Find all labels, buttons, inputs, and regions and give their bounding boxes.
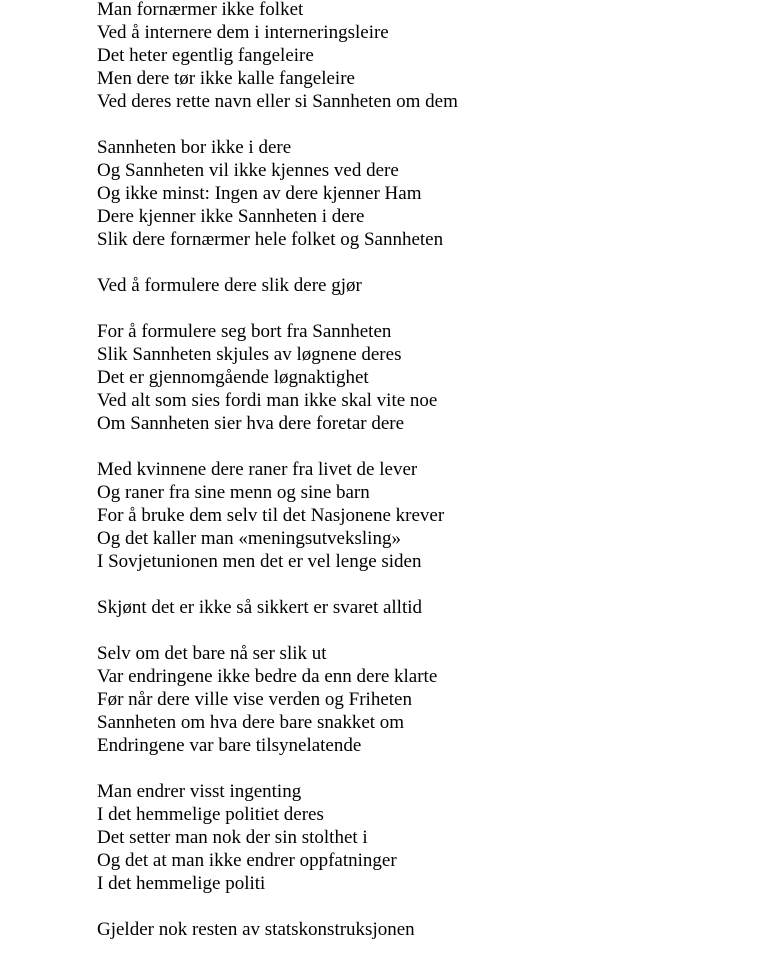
- stanza: [97, 320, 737, 435]
- poem-line: Og ikke minst: Ingen av dere kjenner Ham: [97, 183, 422, 204]
- poem-line: Endringene var bare tilsynelatende: [97, 735, 362, 756]
- poem-line: Og det at man ikke endrer oppfatninger: [97, 850, 397, 871]
- poem-line: Og det kaller man «meningsutveksling»: [97, 528, 401, 549]
- poem-line: Ved deres rette navn eller si Sannheten om dem: [97, 91, 458, 112]
- stanza: [97, 918, 737, 941]
- poem-line: Før når dere ville vise verden og Friheten: [97, 689, 412, 710]
- poem-line: Slik Sannheten skjules av løgnene deres: [97, 344, 402, 365]
- poem-line: Ved alt som sies fordi man ikke skal vite noe: [97, 390, 438, 411]
- poem-line: Sannheten om hva dere bare snakket om: [97, 712, 405, 733]
- stanza: [97, 274, 737, 297]
- poem-line: Om Sannheten sier hva dere foretar dere: [97, 413, 405, 434]
- poem-line: Selv om det bare nå ser slik ut: [97, 643, 327, 664]
- poem-line: Man fornærmer ikke folket: [97, 0, 304, 20]
- poem-line: I Sovjetunionen men det er vel lenge siden: [97, 551, 422, 572]
- poem-line: Gjelder nok resten av statskonstruksjonen: [97, 919, 415, 940]
- poem-line: Ved å internere dem i interneringsleire: [97, 22, 389, 43]
- stanza: [97, 0, 737, 113]
- poem-line: Dere kjenner ikke Sannheten i dere: [97, 206, 365, 227]
- poem-line: I det hemmelige politi: [97, 873, 266, 894]
- poem-line: Var endringene ikke bedre da enn dere klarte: [97, 666, 438, 687]
- poem-text: [97, 0, 737, 964]
- stanza: [97, 642, 737, 757]
- poem-line: Det heter egentlig fangeleire: [97, 45, 314, 66]
- poem-line: Men dere tør ikke kalle fangeleire: [97, 68, 355, 89]
- poem-line: Det setter man nok der sin stolthet i: [97, 827, 368, 848]
- poem-line: Det er gjennomgående løgnaktighet: [97, 367, 369, 388]
- poem-line: For å bruke dem selv til det Nasjonene krever: [97, 505, 445, 526]
- poem-line: Slik dere fornærmer hele folket og Sannheten: [97, 229, 444, 250]
- stanza: [97, 458, 737, 573]
- poem-line: Ved å formulere dere slik dere gjør: [97, 275, 362, 296]
- poem-line: For å formulere seg bort fra Sannheten: [97, 321, 392, 342]
- poem-line: Med kvinnene dere raner fra livet de lever: [97, 459, 418, 480]
- stanza: [97, 596, 737, 619]
- poem-line: Og Sannheten vil ikke kjennes ved dere: [97, 160, 399, 181]
- poem-line: Sannheten bor ikke i dere: [97, 137, 292, 158]
- poem-line: I det hemmelige politiet deres: [97, 804, 324, 825]
- poem-line: Og raner fra sine menn og sine barn: [97, 482, 370, 503]
- stanza: [97, 136, 737, 251]
- poem-line: Man endrer visst ingenting: [97, 781, 302, 802]
- poem-line: Skjønt det er ikke så sikkert er svaret alltid: [97, 597, 423, 618]
- stanza: [97, 780, 737, 895]
